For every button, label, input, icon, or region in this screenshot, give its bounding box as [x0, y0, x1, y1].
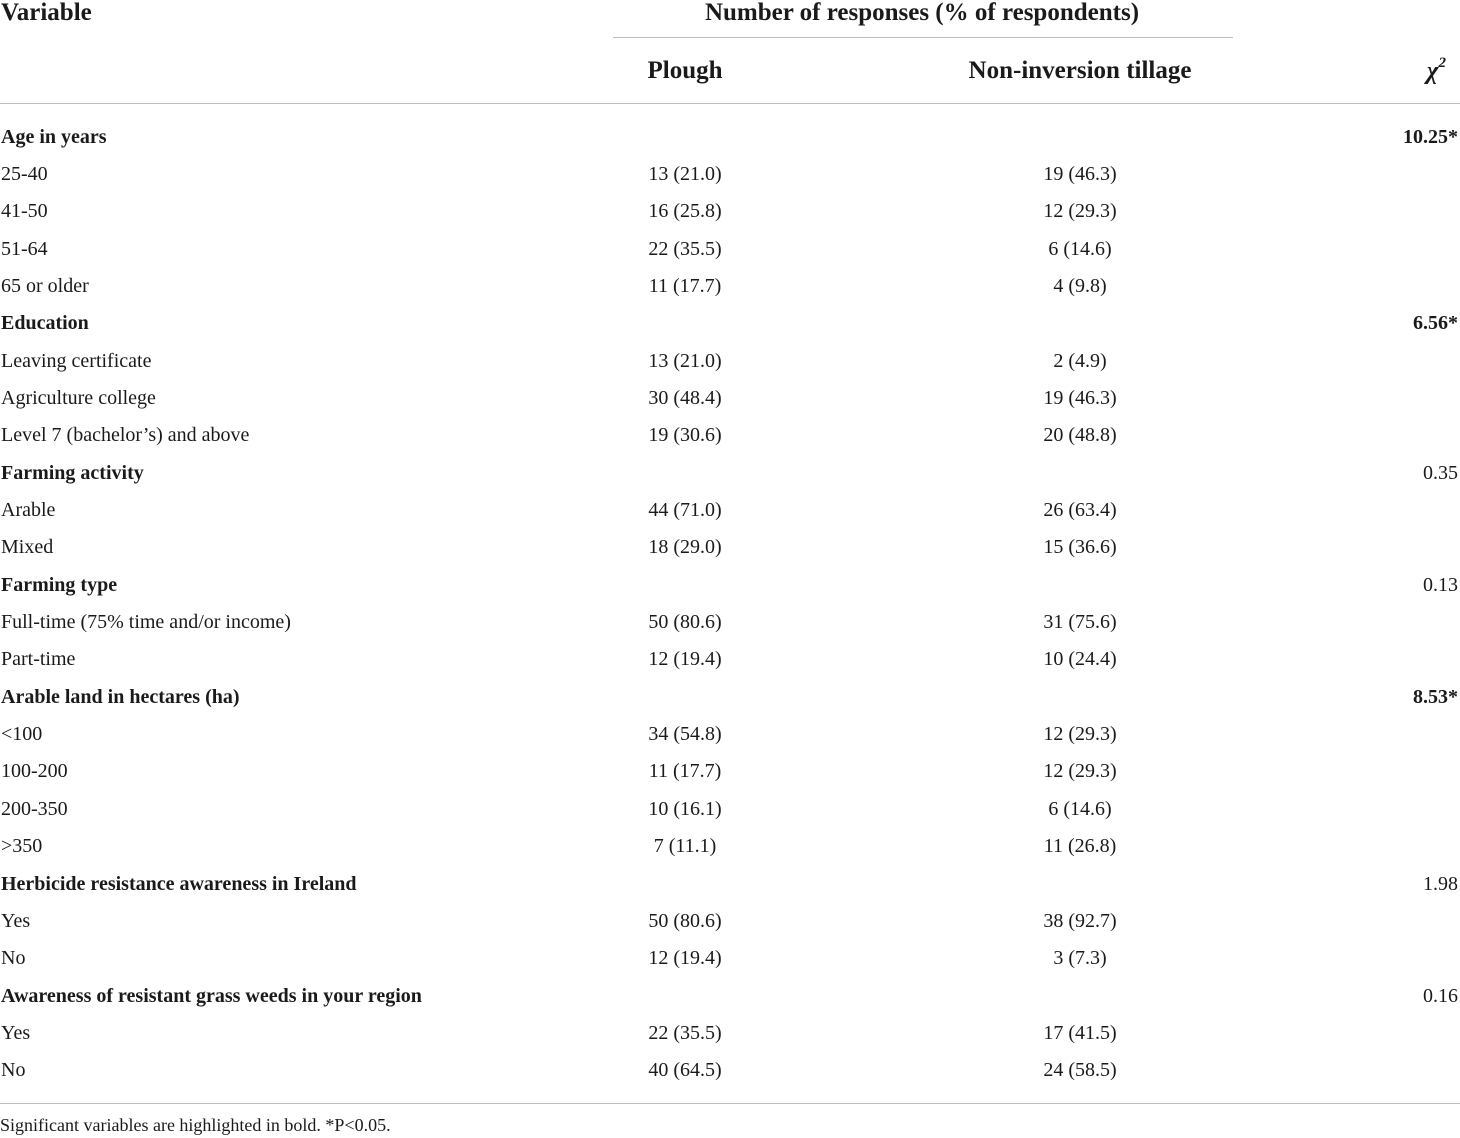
non-inversion-cell: 31 (75.6) [1043, 611, 1117, 634]
category-label: Herbicide resistance awareness in Ireland [1, 872, 357, 895]
table-row [0, 716, 1460, 753]
row-label: Level 7 (bachelor’s) and above [1, 424, 250, 447]
non-inversion-cell: 6 (14.6) [1048, 237, 1112, 260]
chi-square-cell: 0.16 [1423, 984, 1458, 1007]
row-label: Full-time (75% time and/or income) [1, 611, 291, 634]
table-footnote: Significant variables are highlighted in bold. *P<0.05. [0, 1115, 391, 1135]
chi-square-cell: 8.53* [1413, 685, 1458, 708]
row-label: 200-350 [1, 797, 68, 820]
non-inversion-cell: 19 (46.3) [1043, 162, 1117, 185]
plough-cell: 10 (16.1) [648, 797, 722, 820]
table-row [0, 940, 1460, 977]
row-label: 25-40 [1, 162, 48, 185]
plough-cell: 22 (35.5) [648, 237, 722, 260]
header-plough: Plough [647, 57, 723, 84]
non-inversion-cell: 2 (4.9) [1053, 349, 1107, 372]
plough-cell: 13 (21.0) [648, 162, 722, 185]
category-label: Farming type [1, 573, 118, 596]
row-label: Yes [1, 909, 31, 932]
non-inversion-cell: 17 (41.5) [1043, 1021, 1117, 1044]
non-inversion-cell: 38 (92.7) [1043, 909, 1117, 932]
table-row [0, 342, 1460, 379]
non-inversion-cell: 19 (46.3) [1043, 386, 1117, 409]
table-row [0, 604, 1460, 641]
non-inversion-cell: 11 (26.8) [1043, 835, 1117, 858]
category-row [0, 977, 1460, 1014]
category-label: Arable land in hectares (ha) [1, 685, 240, 708]
row-label: No [1, 947, 26, 970]
category-label: Education [1, 312, 89, 335]
plough-cell: 12 (19.4) [648, 947, 722, 970]
header-non-inversion: Non-inversion tillage [968, 57, 1192, 84]
row-label: 41-50 [1, 200, 48, 223]
table-row [0, 417, 1460, 454]
chi-exponent: 2 [1438, 55, 1446, 71]
row-label: 65 or older [1, 274, 89, 297]
table-row [0, 753, 1460, 790]
row-label: 100-200 [1, 760, 68, 783]
table-row [0, 529, 1460, 566]
category-label: Age in years [1, 125, 107, 148]
plough-cell: 16 (25.8) [648, 200, 722, 223]
plough-cell: 7 (11.1) [653, 835, 717, 858]
chi-square-cell: 10.25* [1403, 125, 1458, 148]
plough-cell: 50 (80.6) [648, 611, 722, 634]
non-inversion-cell: 12 (29.3) [1043, 200, 1117, 223]
row-label: Arable [1, 499, 56, 521]
category-row [0, 118, 1460, 155]
row-label: Leaving certificate [1, 349, 152, 372]
header-chi-square [1426, 55, 1446, 85]
row-label: <100 [1, 723, 43, 746]
non-inversion-cell: 20 (48.8) [1043, 424, 1117, 447]
non-inversion-cell: 4 (9.8) [1053, 274, 1107, 297]
plough-cell: 11 (17.7) [648, 760, 722, 783]
plough-cell: 11 (17.7) [648, 274, 722, 297]
table-bottom-rule [0, 1103, 1460, 1104]
non-inversion-cell: 26 (63.4) [1043, 499, 1117, 521]
category-label: Farming activity [1, 461, 144, 484]
chi-square-cell: 0.35 [1423, 461, 1458, 484]
row-label: >350 [1, 835, 43, 858]
plough-cell: 22 (35.5) [648, 1021, 722, 1044]
non-inversion-cell: 24 (58.5) [1043, 1059, 1117, 1082]
table-row [0, 828, 1460, 865]
plough-cell: 44 (71.0) [648, 499, 722, 521]
plough-cell: 50 (80.6) [648, 909, 722, 932]
plough-cell: 30 (48.4) [648, 386, 722, 409]
non-inversion-cell: 15 (36.6) [1043, 536, 1117, 559]
plough-cell: 40 (64.5) [648, 1059, 722, 1082]
table-row [0, 492, 1460, 529]
row-label: No [1, 1059, 26, 1082]
table-row [0, 230, 1460, 267]
table-row [0, 790, 1460, 827]
non-inversion-cell: 3 (7.3) [1053, 947, 1107, 970]
row-label: 51-64 [1, 237, 48, 260]
non-inversion-cell: 12 (29.3) [1043, 723, 1117, 746]
header-variable: Variable [1, 0, 92, 26]
plough-cell: 13 (21.0) [648, 349, 722, 372]
chi-square-cell: 1.98 [1423, 872, 1458, 895]
header-group: Number of responses (% of respondents) [704, 0, 1140, 26]
header-bottom-rule [0, 103, 1460, 104]
row-label: Part-time [1, 648, 76, 671]
chi-square-cell: 0.13 [1423, 573, 1458, 596]
table-row [0, 641, 1460, 678]
table-row [0, 155, 1460, 192]
category-row [0, 305, 1460, 342]
plough-cell: 18 (29.0) [648, 536, 722, 559]
category-row [0, 566, 1460, 603]
table-row [0, 1014, 1460, 1051]
non-inversion-cell: 10 (24.4) [1043, 648, 1117, 671]
category-label: Awareness of resistant grass weeds in your region [1, 984, 422, 1007]
row-label: Yes [1, 1021, 31, 1044]
table-row [0, 902, 1460, 939]
non-inversion-cell: 6 (14.6) [1048, 797, 1112, 820]
table-row [0, 193, 1460, 230]
header-group-rule [613, 37, 1233, 38]
table-row [0, 1052, 1460, 1089]
plough-cell: 34 (54.8) [648, 723, 722, 746]
chi-symbol: χ [1426, 57, 1439, 85]
plough-cell: 19 (30.6) [648, 424, 722, 447]
row-label: Mixed [1, 536, 54, 559]
category-row [0, 865, 1460, 902]
row-label: Agriculture college [1, 386, 156, 409]
category-row [0, 454, 1460, 491]
chi-square-cell: 6.56* [1413, 312, 1458, 335]
non-inversion-cell: 12 (29.3) [1043, 760, 1117, 783]
table-row [0, 267, 1460, 304]
category-row [0, 678, 1460, 715]
plough-cell: 12 (19.4) [648, 648, 722, 671]
table-row [0, 379, 1460, 416]
